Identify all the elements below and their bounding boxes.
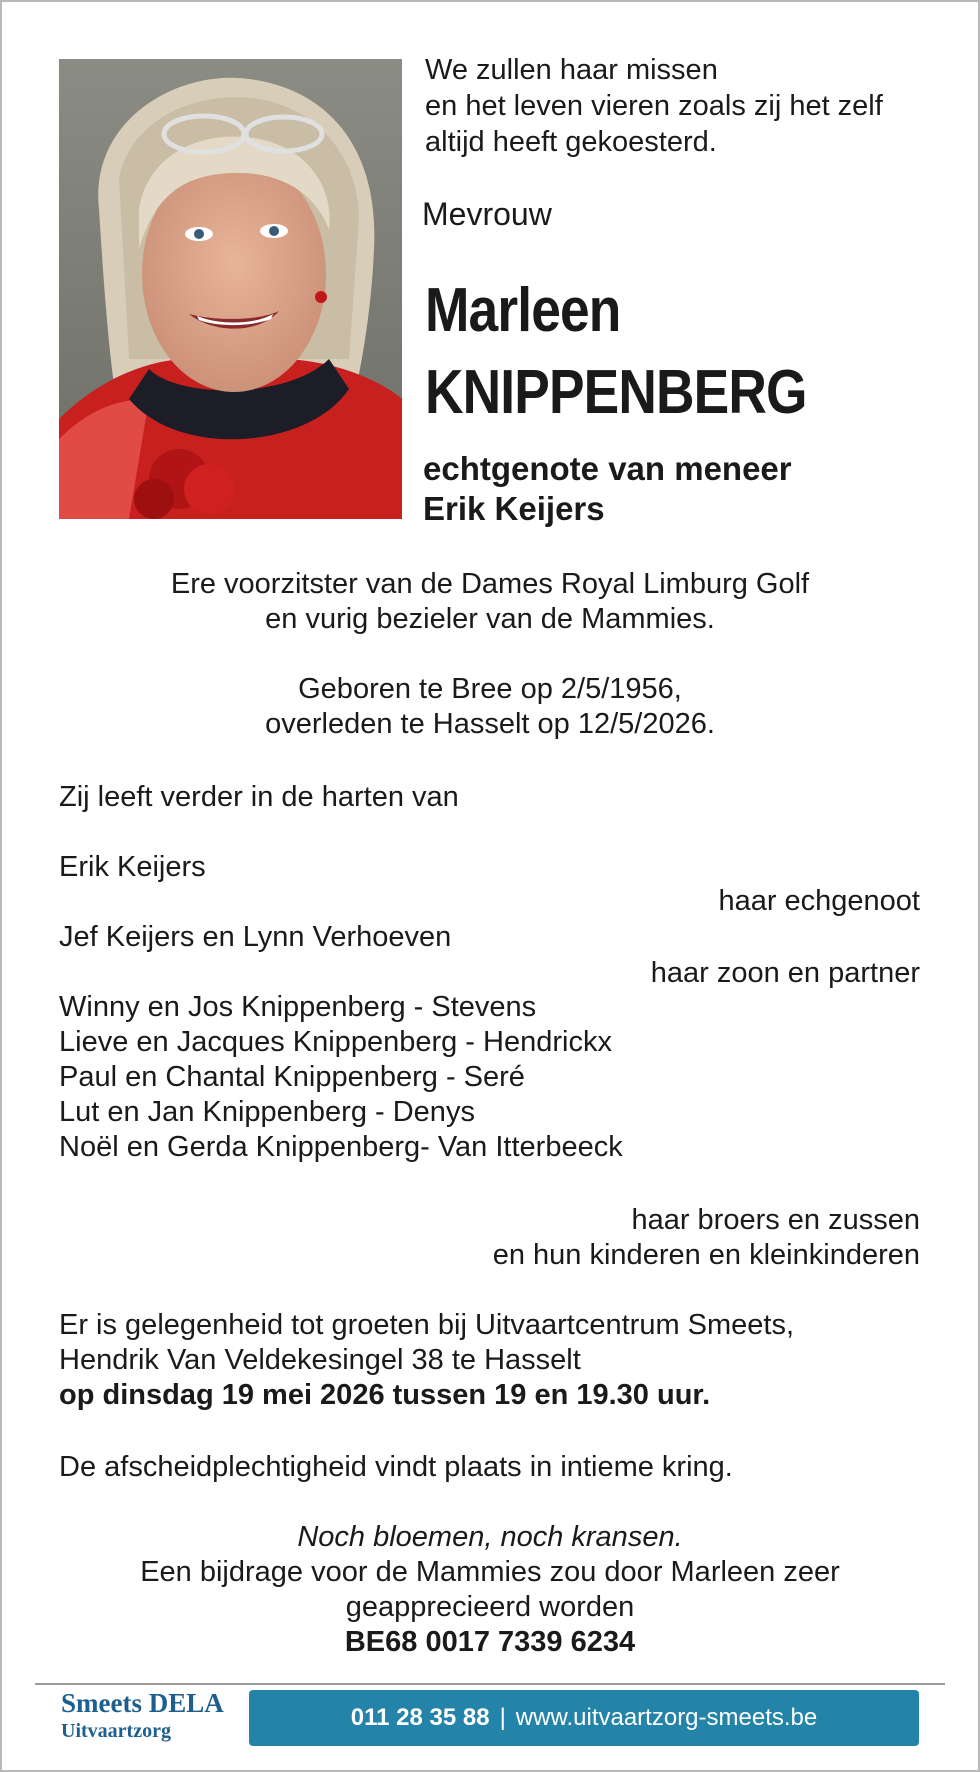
sibling-item: Lieve en Jacques Knippenberg - Hendrickx xyxy=(59,1026,612,1058)
siblings-role-line: en hun kinderen en kleinkinderen xyxy=(492,1239,920,1271)
deceased-name xyxy=(425,270,807,434)
contribution-line: geapprecieerd worden xyxy=(345,1591,635,1623)
sibling-item: Noël en Gerda Knippenberg- Van Itterbeeck xyxy=(59,1131,623,1163)
honors-line: en vurig bezieler van de Mammies. xyxy=(265,603,715,635)
quote-line: altijd heeft gekoesterd. xyxy=(425,126,717,158)
salutation: Mevrouw xyxy=(422,196,552,232)
last-name: KNIPPENBERG xyxy=(425,358,807,427)
visitation-address: Hendrik Van Veldekesingel 38 te Hasselt xyxy=(59,1344,581,1376)
honors xyxy=(0,567,980,637)
visitation-info xyxy=(59,1308,794,1413)
logo-line1: Smeets DELA xyxy=(61,1688,224,1718)
siblings-role xyxy=(493,1203,920,1273)
husband-name: Erik Keijers xyxy=(59,851,206,883)
spouse-line: echtgenote van meneer xyxy=(423,450,792,487)
contribution-line: Een bijdrage voor de Mammies zou door Marleen zeer xyxy=(140,1556,840,1588)
portrait-photo xyxy=(59,59,402,519)
funeral-home-logo xyxy=(61,1687,224,1743)
husband-role: haar echgenoot xyxy=(718,885,920,917)
siblings-role-line: haar broers en zussen xyxy=(631,1204,920,1236)
lives-on-heading: Zij leeft verder in de harten van xyxy=(59,781,459,813)
spouse-line: Erik Keijers xyxy=(423,490,605,527)
website-link[interactable]: www.uitvaartzorg-smeets.be xyxy=(515,1704,818,1731)
siblings-list xyxy=(59,990,623,1165)
logo-line2: Uitvaartzorg xyxy=(61,1720,171,1742)
opening-quote xyxy=(425,52,883,160)
phone-number[interactable]: 011 28 35 88 xyxy=(350,1704,490,1731)
no-flowers-note: Noch bloemen, noch kransen. xyxy=(297,1521,683,1553)
life-dates xyxy=(0,672,980,742)
sibling-item: Lut en Jan Knippenberg - Denys xyxy=(59,1096,475,1128)
contribution-block xyxy=(0,1520,980,1660)
sibling-item: Paul en Chantal Knippenberg - Seré xyxy=(59,1061,525,1093)
sibling-item: Winny en Jos Knippenberg - Stevens xyxy=(59,991,537,1023)
son-role: haar zoon en partner xyxy=(650,957,920,989)
visitation-time: op dinsdag 19 mei 2026 tussen 19 en 19.30 uur. xyxy=(59,1379,711,1411)
contact-bar xyxy=(249,1690,919,1746)
spouse-info xyxy=(423,449,792,529)
death-line: overleden te Hasselt op 12/5/2026. xyxy=(265,708,715,740)
ceremony-note: De afscheidplechtigheid vindt plaats in intieme kring. xyxy=(59,1451,733,1483)
iban-number: BE68 0017 7339 6234 xyxy=(344,1626,636,1658)
first-name: Marleen xyxy=(425,276,621,345)
footer-divider xyxy=(35,1683,945,1685)
son-name: Jef Keijers en Lynn Verhoeven xyxy=(59,921,452,953)
visitation-line: Er is gelegenheid tot groeten bij Uitvaartcentrum Smeets, xyxy=(59,1309,795,1341)
birth-line: Geboren te Bree op 2/5/1956, xyxy=(298,673,682,705)
contact-separator: | xyxy=(499,1704,506,1731)
honors-line: Ere voorzitster van de Dames Royal Limburg Golf xyxy=(170,568,810,600)
quote-line: We zullen haar missen xyxy=(425,54,718,86)
quote-line: en het leven vieren zoals zij het zelf xyxy=(425,90,883,122)
